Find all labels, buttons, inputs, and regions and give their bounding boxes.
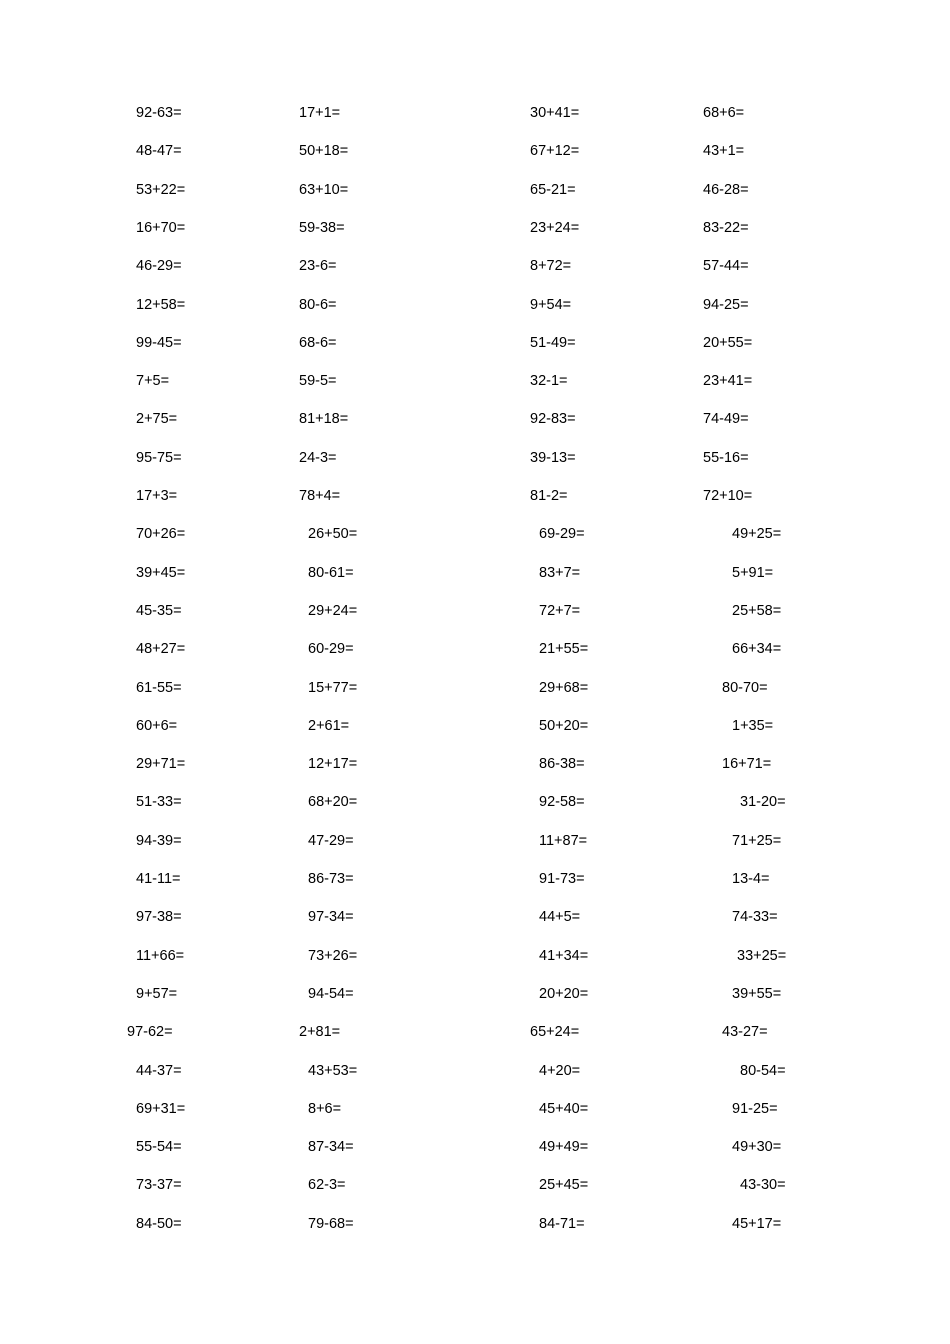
math-problem: 49+25= — [732, 526, 782, 543]
math-problem: 50+20= — [539, 717, 589, 734]
math-problem: 80-6= — [299, 296, 337, 313]
math-problem: 29+71= — [136, 756, 186, 773]
math-problem: 59-38= — [299, 219, 345, 236]
math-problem: 23-6= — [299, 258, 337, 275]
math-problem: 83-22= — [703, 219, 749, 236]
math-problem: 70+26= — [136, 526, 186, 543]
math-problem: 16+70= — [136, 219, 186, 236]
math-problem: 17+1= — [299, 105, 341, 121]
math-problem: 81+18= — [299, 411, 349, 428]
math-problem: 71+25= — [732, 832, 782, 849]
math-problem: 80-70= — [722, 679, 768, 696]
math-problem: 30+41= — [530, 105, 580, 121]
math-problem: 25+45= — [539, 1177, 589, 1194]
math-problem: 9+57= — [136, 985, 178, 1002]
math-problem: 97-62= — [127, 1024, 173, 1041]
math-problem: 21+55= — [539, 641, 589, 658]
math-problem: 11+87= — [539, 832, 588, 849]
math-problem: 41-11= — [136, 871, 181, 887]
math-problem: 53+22= — [136, 181, 186, 198]
math-problem: 43+1= — [703, 143, 745, 160]
math-problem: 73+26= — [308, 947, 358, 964]
math-problem: 74-33= — [732, 909, 778, 926]
math-problem: 68+6= — [703, 105, 745, 121]
math-problem: 5+91= — [732, 564, 774, 581]
math-problem: 29+24= — [308, 602, 358, 619]
math-problem: 49+30= — [732, 1139, 782, 1156]
math-problem: 45+40= — [539, 1100, 589, 1117]
math-problem: 33+25= — [737, 947, 787, 964]
math-problem: 74-49= — [703, 411, 749, 428]
math-problem: 45+17= — [732, 1215, 782, 1232]
math-problem: 23+41= — [703, 373, 753, 390]
math-problem: 95-75= — [136, 449, 182, 466]
math-problem: 59-5= — [299, 373, 337, 390]
math-problem: 62-3= — [308, 1177, 346, 1194]
math-problem: 94-25= — [703, 296, 749, 313]
math-problem: 29+68= — [539, 679, 589, 696]
math-problem: 60-29= — [308, 641, 354, 658]
math-problem: 94-54= — [308, 985, 354, 1002]
math-problem: 86-38= — [539, 756, 585, 773]
math-problem: 2+61= — [308, 717, 350, 734]
math-problem: 67+12= — [530, 143, 580, 160]
math-problem: 94-39= — [136, 832, 182, 849]
math-problem: 48-47= — [136, 143, 182, 160]
math-problem: 69+31= — [136, 1100, 186, 1117]
math-problem: 79-68= — [308, 1215, 354, 1232]
math-problem: 39+55= — [732, 985, 782, 1002]
math-problem: 48+27= — [136, 641, 186, 658]
math-problem: 97-34= — [308, 909, 354, 926]
math-problem: 80-54= — [740, 1062, 786, 1079]
math-problem: 44+5= — [539, 909, 581, 926]
math-problem: 80-61= — [308, 564, 354, 581]
math-problem: 24-3= — [299, 449, 337, 466]
math-problem: 97-38= — [136, 909, 182, 926]
math-problem: 72+7= — [539, 602, 581, 619]
math-problem: 45-35= — [136, 602, 182, 619]
math-problem: 13-4= — [732, 871, 770, 887]
math-problem: 2+81= — [299, 1024, 341, 1041]
math-problem: 8+72= — [530, 258, 572, 275]
math-problem: 2+75= — [136, 411, 178, 428]
math-problem: 51-49= — [530, 334, 576, 351]
math-problem: 46-28= — [703, 181, 749, 198]
math-problem: 91-25= — [732, 1100, 778, 1117]
math-problem: 15+77= — [308, 679, 358, 696]
math-problem: 87-34= — [308, 1139, 354, 1156]
math-problem: 66+34= — [732, 641, 782, 658]
math-problem: 60+6= — [136, 717, 178, 734]
math-problem: 32-1= — [530, 373, 568, 390]
math-problem: 20+55= — [703, 334, 753, 351]
math-problem: 12+58= — [136, 296, 186, 313]
math-problem: 23+24= — [530, 219, 580, 236]
math-problem: 69-29= — [539, 526, 585, 543]
math-problem: 55-54= — [136, 1139, 182, 1156]
math-problem: 26+50= — [308, 526, 358, 543]
math-problem: 47-29= — [308, 832, 354, 849]
math-problem: 9+54= — [530, 296, 572, 313]
math-problem: 92-63= — [136, 105, 182, 121]
math-problem: 73-37= — [136, 1177, 182, 1194]
math-problem: 44-37= — [136, 1062, 182, 1079]
math-problem: 81-2= — [530, 488, 568, 504]
math-problem: 1+35= — [732, 717, 774, 734]
math-problem: 4+20= — [539, 1062, 581, 1079]
math-problem: 84-50= — [136, 1215, 182, 1232]
math-problem: 17+3= — [136, 488, 178, 504]
math-problem: 16+71= — [722, 756, 772, 773]
math-problem: 84-71= — [539, 1215, 585, 1232]
math-problem: 50+18= — [299, 143, 349, 160]
math-problem: 72+10= — [703, 488, 753, 504]
math-problem: 11+66= — [136, 947, 185, 964]
math-problem: 57-44= — [703, 258, 749, 275]
math-problem: 61-55= — [136, 679, 182, 696]
math-problem: 86-73= — [308, 871, 354, 887]
math-problem: 49+49= — [539, 1139, 589, 1156]
math-problem: 39-13= — [530, 449, 576, 466]
math-problem: 43+53= — [308, 1062, 358, 1079]
math-problem: 68-6= — [299, 334, 337, 351]
math-problem: 20+20= — [539, 985, 589, 1002]
math-problem: 8+6= — [308, 1100, 342, 1117]
math-problem: 91-73= — [539, 871, 585, 887]
math-problem: 43-27= — [722, 1024, 768, 1041]
math-problem: 41+34= — [539, 947, 589, 964]
math-problem: 92-83= — [530, 411, 576, 428]
math-problem: 68+20= — [308, 794, 358, 811]
math-problem: 92-58= — [539, 794, 585, 811]
math-problem: 78+4= — [299, 488, 341, 504]
math-problem: 55-16= — [703, 449, 749, 466]
math-problem: 12+17= — [308, 756, 358, 773]
math-problem: 7+5= — [136, 373, 170, 390]
math-problem: 63+10= — [299, 181, 349, 198]
math-problem: 25+58= — [732, 602, 782, 619]
math-problem: 46-29= — [136, 258, 182, 275]
math-problem: 65-21= — [530, 181, 576, 198]
math-problem: 39+45= — [136, 564, 186, 581]
math-problem: 83+7= — [539, 564, 581, 581]
math-problem: 31-20= — [740, 794, 786, 811]
math-problem: 65+24= — [530, 1024, 580, 1041]
math-problem: 99-45= — [136, 334, 182, 351]
math-problem: 43-30= — [740, 1177, 786, 1194]
math-problem: 51-33= — [136, 794, 182, 811]
